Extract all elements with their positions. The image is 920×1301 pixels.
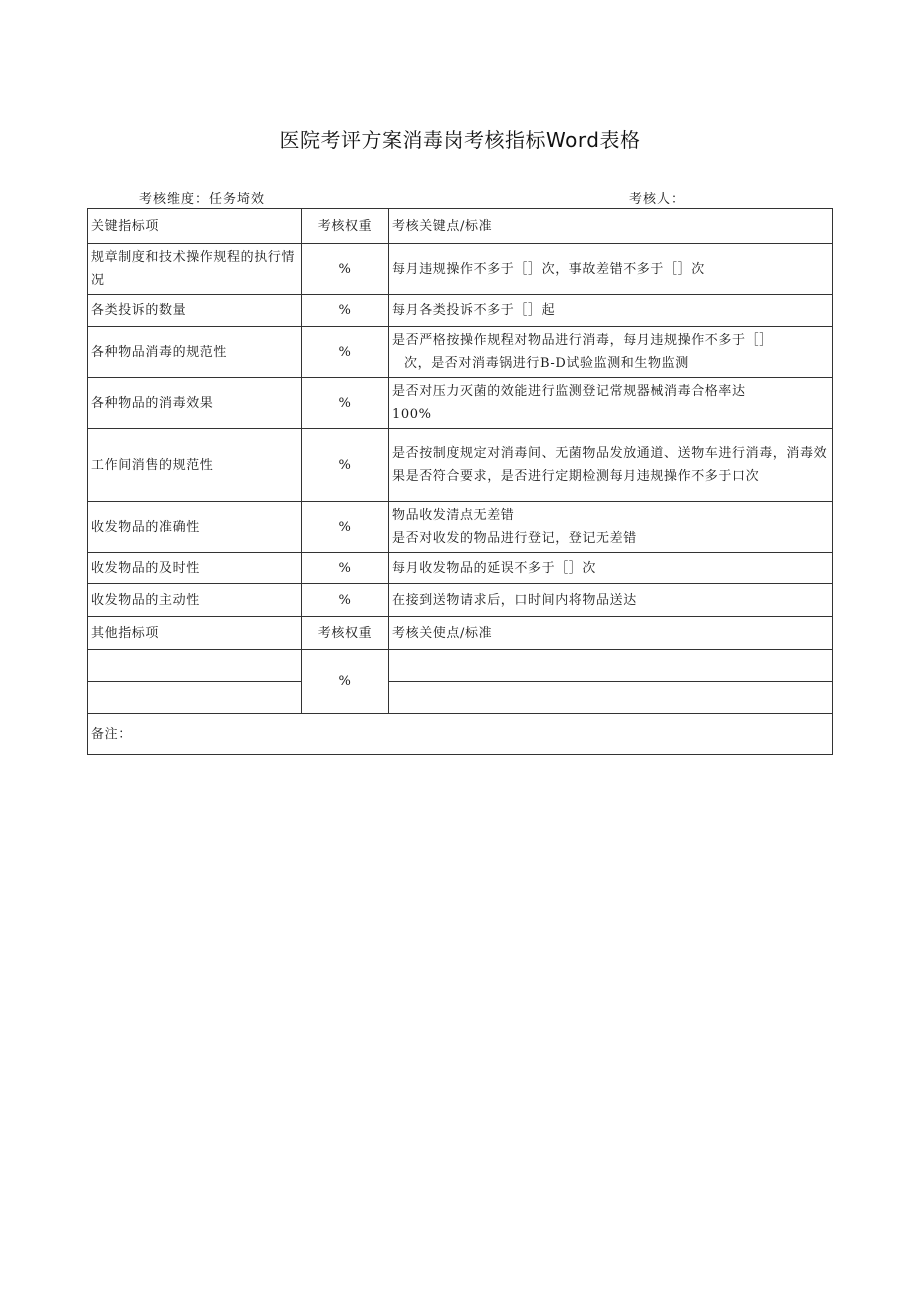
other-header-row [88, 617, 833, 650]
indicator-cell: 规章制度和技术操作规程的执行情况 [88, 244, 302, 295]
table-row [88, 553, 833, 584]
criteria-cell: 是否按制度规定对消毒间、无菌物品发放通道、送物车进行消毒，消毒效果是否符合要求，是否进行定期检测每月违规操作不多于口次 [389, 429, 833, 502]
criteria-cell [389, 378, 833, 429]
weight-cell: % [302, 584, 389, 617]
table-row [88, 584, 833, 617]
blank-row [88, 650, 833, 682]
other-header-criteria: 考核关使点/标准 [389, 617, 833, 650]
indicator-cell: 收发物品的准确性 [88, 502, 302, 553]
indicator-cell: 各类投诉的数量 [88, 295, 302, 327]
header-criteria: 考核关键点/标准 [389, 209, 833, 244]
weight-cell: % [302, 429, 389, 502]
blank-row [88, 682, 833, 714]
criteria-cell [389, 502, 833, 553]
criteria-line: 是否对收发的物品进行登记，登记无差错 [392, 531, 637, 546]
weight-cell: % [302, 502, 389, 553]
other-weight-cell: % [302, 650, 389, 714]
indicator-cell: 工作间消售的规范性 [88, 429, 302, 502]
header-weight: 考核权重 [302, 209, 389, 244]
assessment-dimension-label: 考核维度：任务埼效 [139, 192, 266, 207]
criteria-line: 物品收发清点无差错 [392, 508, 515, 523]
blank-indicator-cell [88, 682, 302, 714]
table-header-row [88, 209, 833, 244]
blank-indicator-cell [88, 650, 302, 682]
weight-cell: % [302, 244, 389, 295]
table-row [88, 429, 833, 502]
indicator-cell: 各种物品消毒的规范性 [88, 327, 302, 378]
indicator-cell: 各种物品的消毒效果 [88, 378, 302, 429]
table-row [88, 244, 833, 295]
blank-criteria-cell [389, 650, 833, 682]
criteria-cell: 每月违规操作不多于［］次，事故差错不多于［］次 [389, 244, 833, 295]
criteria-cell: 每月各类投诉不多于［］起 [389, 295, 833, 327]
criteria-line: 次，是否对消毒锅进行B-D试验监测和生物监测 [404, 356, 689, 371]
table-row [88, 378, 833, 429]
indicator-cell: 收发物品的及时性 [88, 553, 302, 584]
indicator-cell: 收发物品的主动性 [88, 584, 302, 617]
weight-cell: % [302, 378, 389, 429]
other-header-weight: 考核权重 [302, 617, 389, 650]
criteria-cell: 在接到送物请求后，口时间内将物品送达 [389, 584, 833, 617]
criteria-line: 100% [392, 407, 432, 422]
criteria-cell [389, 327, 833, 378]
assessor-label: 考核人： [629, 192, 686, 207]
weight-cell: % [302, 327, 389, 378]
table-row [88, 327, 833, 378]
criteria-cell: 每月收发物品的延误不多于［］次 [389, 553, 833, 584]
table-row [88, 295, 833, 327]
criteria-line: 是否对压力灭菌的效能进行监测登记常规器械消毒合格率达 [392, 384, 746, 399]
header-indicator: 关键指标项 [88, 209, 302, 244]
weight-cell: % [302, 553, 389, 584]
page-title: 医院考评方案消毒岗考核指标Word表格 [279, 128, 641, 152]
assessment-table [87, 208, 833, 755]
remarks-cell: 备注： [88, 714, 833, 755]
weight-cell: % [302, 295, 389, 327]
blank-criteria-cell [389, 682, 833, 714]
remarks-row [88, 714, 833, 755]
table-row [88, 502, 833, 553]
criteria-line: 是否严格按操作规程对物品进行消毒，每月违规操作不多于［］ [392, 333, 773, 348]
other-header-indicator: 其他指标项 [88, 617, 302, 650]
